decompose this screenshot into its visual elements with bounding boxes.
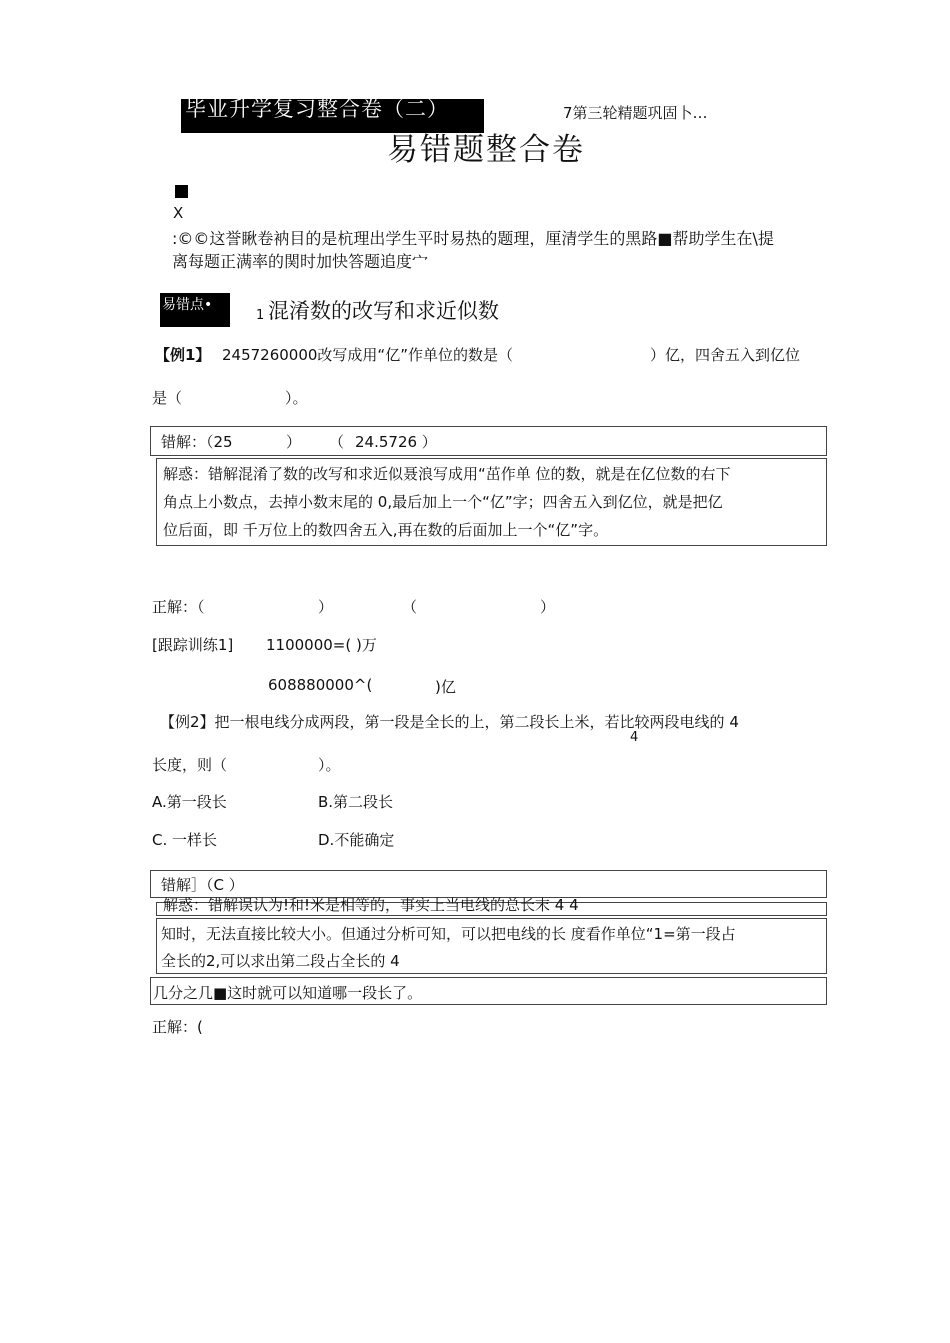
example1-question-b: ）亿，四舍五入到亿位 bbox=[650, 346, 801, 364]
example2-question-c: ）。 bbox=[318, 756, 341, 774]
practice1-item-1: 1100000=( )万 bbox=[266, 636, 377, 654]
example1-question-c: 是（ bbox=[152, 389, 183, 407]
explanation-box-2c bbox=[150, 977, 827, 1005]
option-a: A.第一段长 bbox=[152, 793, 227, 811]
correct-answer-paren-b: （ bbox=[402, 598, 418, 616]
section-tag-label: 易错点• bbox=[162, 297, 213, 313]
practice1-item-2: 608880000^( bbox=[268, 676, 373, 694]
square-bullet-icon bbox=[175, 185, 188, 198]
explanation-2-line-1: 解惑：错解误认为!和!米是相等的，事实上当电线的总长末 4 4 bbox=[163, 896, 579, 914]
section-tag bbox=[160, 293, 230, 327]
wrong-answer-box-1 bbox=[150, 426, 827, 456]
example1-question-d: ）。 bbox=[285, 389, 308, 407]
example1-question-a: 2457260000改写成用“亿”作单位的数是（ bbox=[222, 346, 513, 364]
option-c: C. 一样长 bbox=[152, 831, 218, 849]
correct-answer-label-2: 正解：( bbox=[152, 1018, 203, 1036]
option-b: B.第二段长 bbox=[318, 793, 394, 811]
explanation-box-2a bbox=[156, 896, 827, 916]
correct-answer-paren-c: ） bbox=[540, 598, 556, 616]
explanation-2-line-3: 全长的2,可以求出第二段占全长的 4 bbox=[161, 952, 400, 970]
correct-answer-label-1: 正解：（ bbox=[152, 598, 205, 616]
wrong-answer-label-2: 错解］（C ） bbox=[161, 876, 244, 894]
wrong-answer-paren-a: ） bbox=[286, 433, 302, 451]
explanation-2-line-4: 几分之几■这时就可以知道哪一段长了。 bbox=[153, 984, 423, 1002]
practice1-label: [跟踪训练1] bbox=[152, 636, 234, 654]
explanation-1-line-3: 位后面，即 千万位上的数四舍五入,再在数的后面加上一个“亿”字。 bbox=[163, 521, 609, 539]
practice1-item-2-end: )亿 bbox=[435, 678, 456, 696]
explanation-box-1 bbox=[156, 458, 827, 546]
explanation-box-2b bbox=[156, 918, 827, 974]
wrong-answer-value: 24.5726 ） bbox=[355, 433, 437, 451]
banner-text: 毕业升学复习整合卷（二） bbox=[185, 99, 449, 121]
example2-question-a: 【例2】把一根电线分成两段，第一段是全长的上，第二段长上米，若比较两段电线的 4 bbox=[160, 713, 739, 731]
intro-line-2: 离每题正满率的関时加快答题追度宀 bbox=[172, 252, 429, 271]
explanation-1-line-1: 解惑：错解混淆了数的改写和求近似聂浪写成用“茁作单 位的数，就是在亿位数的右下 bbox=[163, 465, 731, 483]
series-label: 7第三轮精题巩固卜… bbox=[563, 104, 708, 122]
correct-answer-paren-a: ） bbox=[318, 598, 334, 616]
explanation-2-line-2: 知时，无法直接比较大小。但通过分析可知，可以把电线的长 度看作单位“1=第一段占 bbox=[161, 925, 736, 943]
page-title: 易错题整合卷 bbox=[387, 132, 585, 168]
explanation-1-line-2: 角点上小数点，去掉小数末尾的 0,最后加上一个“亿”字；四舍五入到亿位，就是把亿 bbox=[163, 493, 723, 511]
example2-question-b: 长度，则（ bbox=[152, 756, 228, 774]
intro-line-1: :©©这誉瞅卷衲目的是杭理出学生平时易热的题理，厘清学生的黑路■帮助学生在\提 bbox=[172, 229, 774, 248]
example2-question-sub: 4 bbox=[630, 730, 639, 745]
example1-label: 【例1】 bbox=[155, 346, 211, 364]
wrong-answer-label-1: 错解：（25 bbox=[161, 433, 233, 451]
section-heading: 混淆数的改写和求近似数 bbox=[268, 299, 499, 323]
intro-marker: X bbox=[173, 204, 184, 222]
section-number: 1 bbox=[256, 308, 265, 323]
option-d: D.不能确定 bbox=[318, 831, 395, 849]
wrong-answer-paren-b: （ bbox=[329, 433, 345, 451]
